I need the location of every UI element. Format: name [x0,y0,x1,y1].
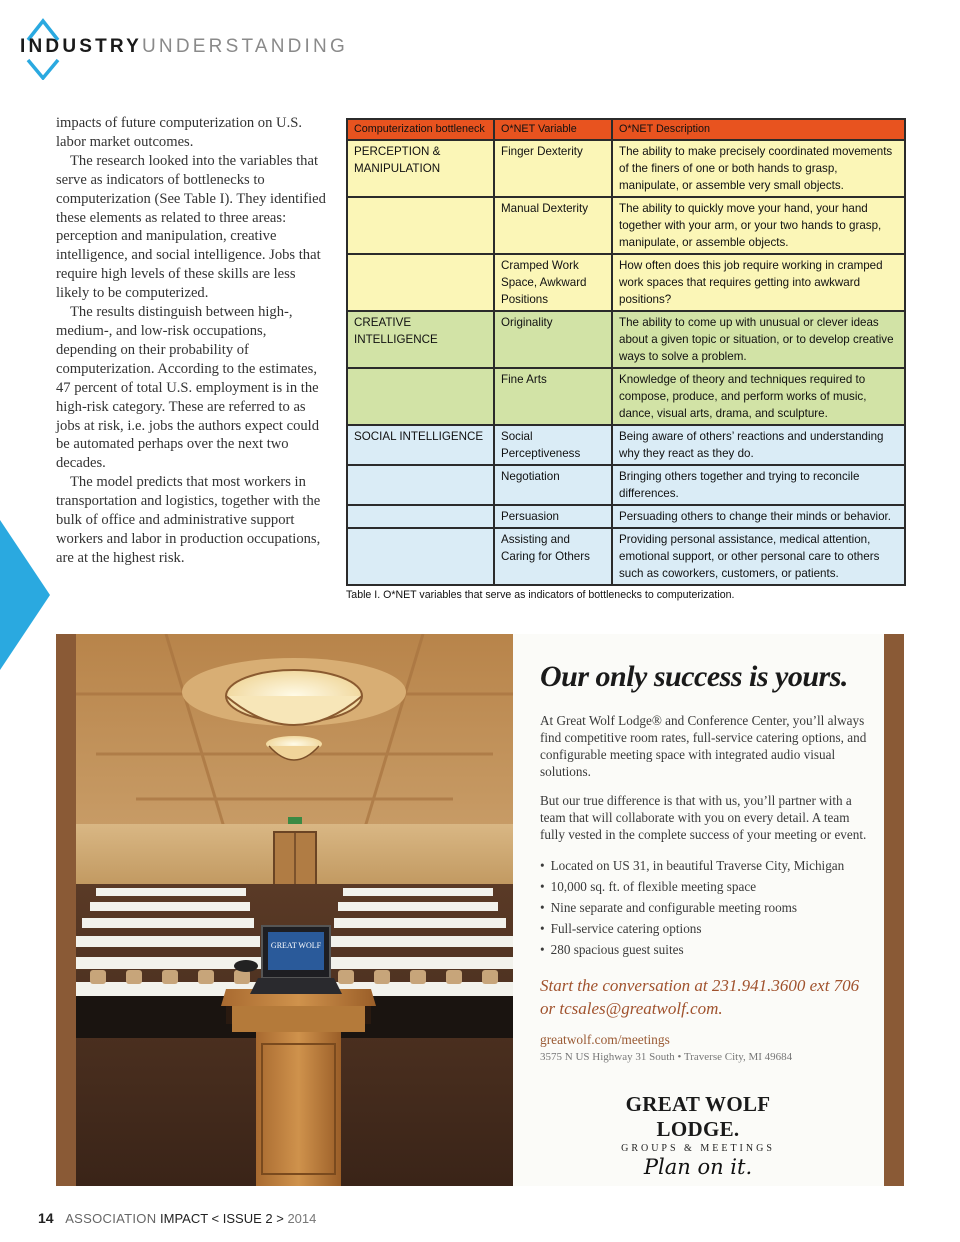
description-cell: How often does this job require working in cramped work spaces that requires getting into awkward positions? [612,254,905,311]
description-cell: Providing personal assistance, medical attention, emotional support, or other personal care to others such as coworkers, customers, or patients. [612,528,905,585]
onet-table [346,118,906,586]
table-row [347,254,905,311]
ad-border-right [884,634,904,1186]
conference-room-photo [76,634,513,1186]
list-item: • 10,000 sq. ft. of flexible meeting space [540,876,870,897]
table-header-row [347,119,905,140]
side-arrow-decoration [0,520,50,670]
column-header: Computerization bottleneck [347,119,494,140]
bottleneck-cell [347,528,494,585]
ad-call-to-action: Start the conversation at 231.941.3600 ext 706 or tcsales@greatwolf.com. [540,976,860,1018]
bottleneck-cell [347,505,494,528]
bottleneck-cell [347,465,494,505]
laptop-screen-text: GREAT WOLF [270,941,322,950]
description-cell: Being aware of others’ reactions and understanding why they react as they do. [612,425,905,465]
table-row [347,140,905,197]
table-caption: Table I. O*NET variables that serve as indicators of bottlenecks to computerization. [346,589,735,601]
description-cell: Knowledge of theory and techniques required to compose, produce, and perform works of music, dance, visual arts, drama, and sculpture. [612,368,905,425]
variable-cell: Cramped Work Space, Awkward Positions [494,254,612,311]
description-cell: Bringing others together and trying to reconcile differences. [612,465,905,505]
article-body [56,114,330,568]
table-row [347,425,905,465]
variable-cell: Assisting and Caring for Others [494,528,612,585]
column-header: O*NET Variable [494,119,612,140]
variable-cell: Social Perceptiveness [494,425,612,465]
bottleneck-cell: SOCIAL INTELLIGENCE [347,425,494,465]
ad-website-link[interactable]: greatwolf.com/meetings [540,1032,670,1047]
variable-cell: Negotiation [494,465,612,505]
brand-subtitle: GROUPS & MEETINGS [621,1143,775,1154]
ad-paragraph: But our true difference is that with us, you’ll partner with a team that will collaborate with you on every detail. A team fully vested in the complete success of your meeting or event. [540,793,867,842]
bottleneck-cell [347,368,494,425]
paragraph: impacts of future computerization on U.S. labor market outcomes. [56,115,303,150]
page-number: 14 [38,1210,54,1226]
ad-address: 3575 N US Highway 31 South • Traverse City, MI 49684 [540,1051,793,1063]
description-cell: The ability to quickly move your hand, your hand together with your arm, or your two hands to grasp, manipulate, or assemble objects. [612,197,905,254]
bottleneck-cell: PERCEPTION & MANIPULATION [347,140,494,197]
ad-bullet-list [540,855,870,960]
list-item: • Nine separate and configurable meeting rooms [540,897,870,918]
bottleneck-cell: CREATIVE INTELLIGENCE [347,311,494,368]
table-row [347,465,905,505]
section-title: INDUSTRYUNDERSTANDING [20,36,348,57]
list-item: • Located on US 31, in beautiful Traverse City, Michigan [540,855,870,876]
ad-headline: Our only success is yours. [540,660,848,693]
variable-cell: Manual Dexterity [494,197,612,254]
description-cell: The ability to make precisely coordinated movements of the finers of one or both hands to grasp, manipulate, or assemble very small objects. [612,140,905,197]
list-item: • 280 spacious guest suites [540,939,870,960]
description-cell: The ability to come up with unusual or clever ideas about a given topic or situation, or to develop creative ways to solve a problem. [612,311,905,368]
paragraph: The research looked into the variables that serve as indicators of bottlenecks to computerization (See Table I). They identified these elements as related to three areas: perception and manipulation, creative intelligence, and social intelligence. Jobs that require high levels of these skills are less likely to be computerized. [56,152,326,302]
ad-paragraph: At Great Wolf Lodge® and Conference Center, you’ll always find competitive room rates, full-service catering options, and configurable meeting space with integrated audio visual solutions. [540,713,867,779]
publication-issue: IMPACT < ISSUE 2 > [160,1211,284,1226]
description-cell: Persuading others to change their minds or behavior. [612,505,905,528]
table-row [347,528,905,585]
variable-cell: Originality [494,311,612,368]
table-row [347,368,905,425]
ad-border-left [56,634,76,1186]
table-row [347,311,905,368]
ad-copy [540,660,870,1063]
page-footer [38,1210,316,1226]
publication-year: 2014 [287,1211,317,1226]
variable-cell: Fine Arts [494,368,612,425]
great-wolf-logo [600,1092,796,1179]
paragraph: The results distinguish between high-, medium-, and low-risk occupations, depending on their probability of computerization. According to the estimates, 47 percent of total U.S. employment is in the high-risk category. These are referred to as jobs at risk, i.e. jobs the authors expect could be automated perhaps over the next two decades. [56,304,320,472]
column-header: O*NET Description [612,119,905,140]
paragraph: The model predicts that most workers in transportation and logistics, together with the bulk of office and administrative support workers and labor in production occupations, are at the highest risk. [56,474,321,566]
publication-name: ASSOCIATION [65,1211,157,1226]
bottleneck-cell [347,254,494,311]
variable-cell: Persuasion [494,505,612,528]
bottleneck-cell [347,197,494,254]
table-row [347,197,905,254]
brand-name: GREAT WOLF LODGE. [625,1092,771,1141]
table-row [347,505,905,528]
brand-tagline: Plan on it. [643,1155,753,1179]
list-item: • Full-service catering options [540,918,870,939]
variable-cell: Finger Dexterity [494,140,612,197]
